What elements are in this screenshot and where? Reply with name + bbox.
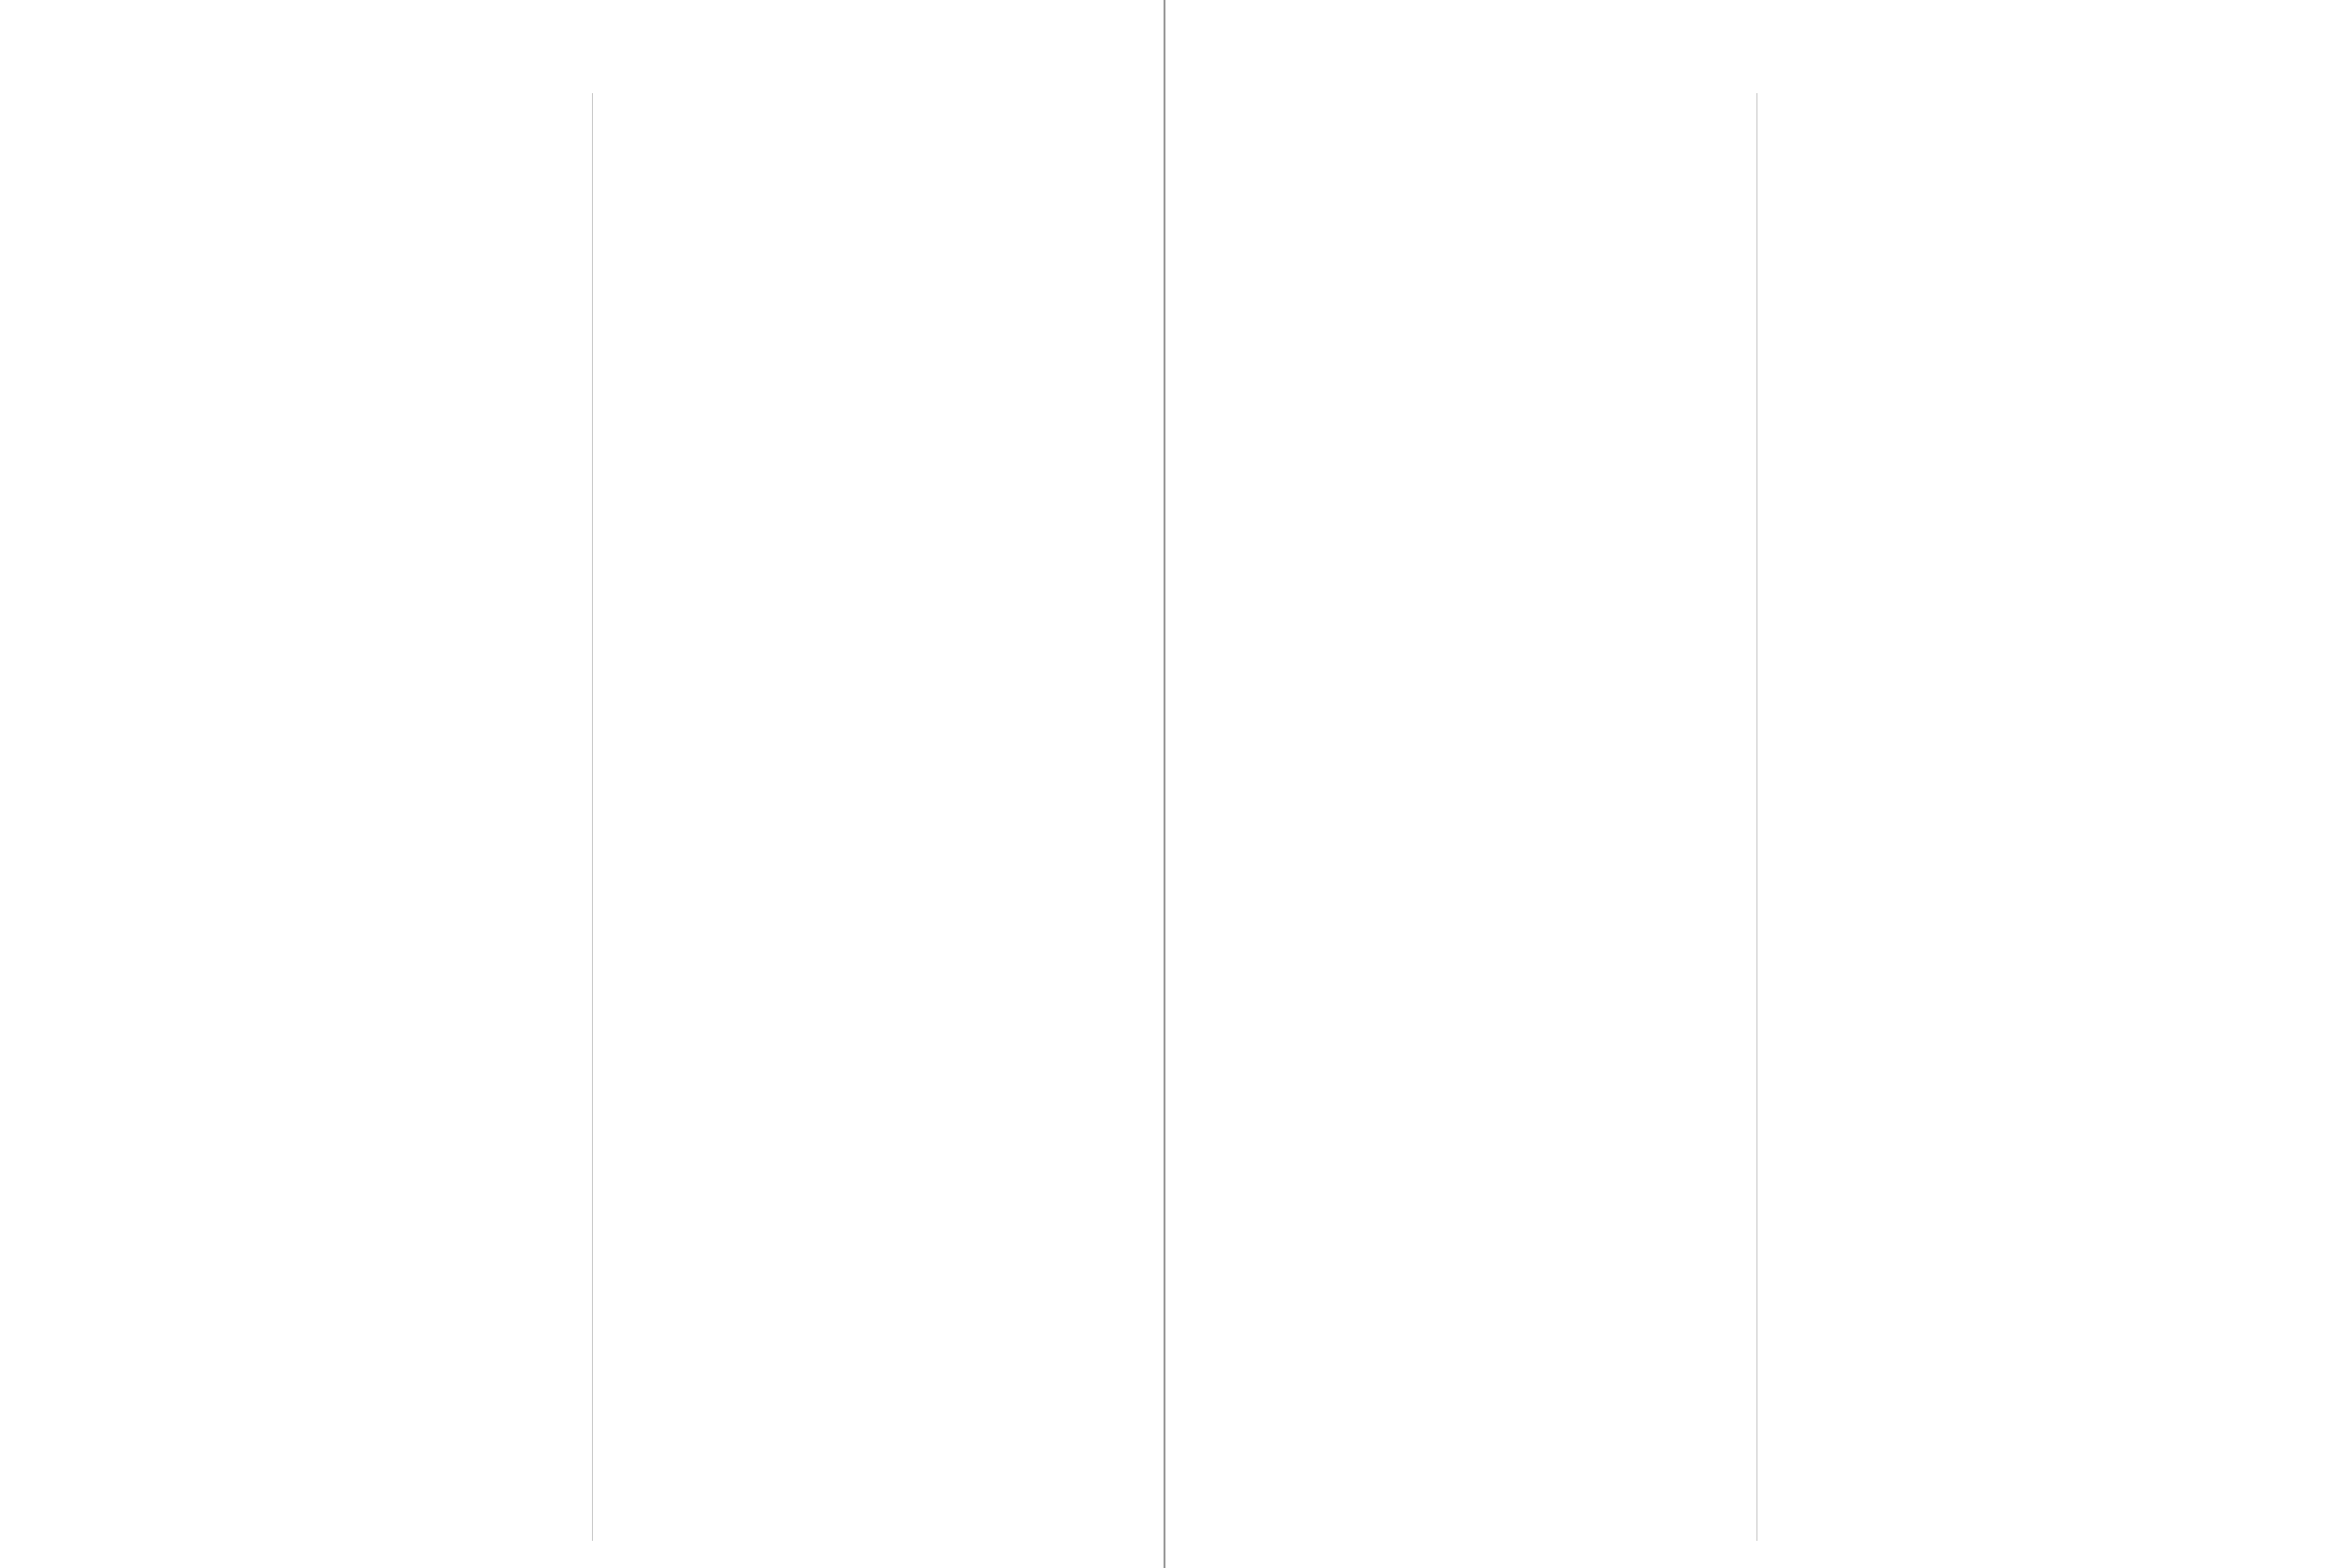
left-page <box>0 0 1164 1568</box>
column-divider <box>592 93 593 1541</box>
right-page <box>1165 0 2329 1568</box>
column-divider <box>1756 93 1757 1541</box>
